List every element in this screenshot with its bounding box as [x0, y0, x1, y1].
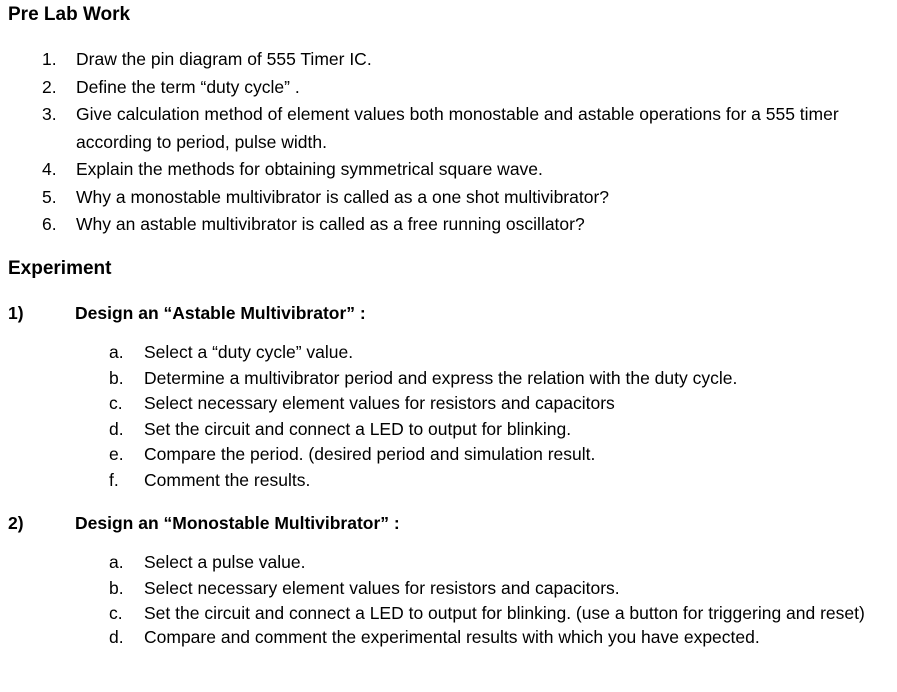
experiment-item-number: 1)	[8, 303, 24, 323]
experiment-item-astable	[0, 300, 897, 490]
step-letter: d.	[109, 627, 124, 647]
step-text: Compare the period. (desired period and simulation result.	[144, 444, 596, 464]
step-text: Select a pulse value.	[144, 552, 306, 572]
prelab-item-number: 5.	[42, 186, 57, 207]
prelab-item	[0, 46, 897, 74]
step-text: Select necessary element values for resistors and capacitors.	[144, 577, 620, 598]
prelab-item	[0, 211, 897, 239]
experiment-step	[0, 468, 897, 494]
step-letter: f.	[109, 469, 119, 490]
prelab-item-number: 2.	[42, 76, 57, 97]
prelab-item-text: Draw the pin diagram of 555 Timer IC.	[76, 49, 372, 69]
prelab-item	[0, 156, 897, 184]
experiment-step	[0, 340, 897, 366]
step-text: Select necessary element values for resistors and capacitors	[144, 393, 615, 413]
step-text: Set the circuit and connect a LED to output for blinking. (use a button for triggering and reset)	[144, 603, 865, 623]
prelab-item-number: 6.	[42, 214, 57, 234]
step-letter: b.	[109, 367, 124, 388]
experiment-heading: Experiment	[8, 258, 112, 279]
step-text: Set the circuit and connect a LED to output for blinking.	[144, 418, 572, 439]
prelab-item-number: 4.	[42, 159, 57, 179]
experiment-item-header	[0, 510, 897, 536]
experiment-step	[0, 550, 897, 576]
experiment-step	[0, 442, 897, 468]
prelab-heading: Pre Lab Work	[8, 4, 131, 25]
step-letter: d.	[109, 418, 124, 439]
step-letter: c.	[109, 603, 123, 623]
prelab-list	[0, 46, 897, 239]
prelab-item-text: Why a monostable multivibrator is called as a one shot multivibrator?	[76, 186, 610, 207]
experiment-step	[0, 576, 897, 602]
experiment-item-title: Design an “Astable Multivibrator” :	[75, 303, 366, 323]
experiment-step	[0, 625, 897, 651]
step-letter: a.	[109, 342, 124, 362]
step-text: Comment the results.	[144, 469, 311, 490]
prelab-item-text: Define the term “duty cycle” .	[76, 76, 300, 97]
experiment-step	[0, 366, 897, 392]
prelab-item-number: 3.	[42, 104, 57, 124]
experiment-item-number: 2)	[8, 513, 24, 533]
prelab-item	[0, 184, 897, 212]
prelab-item	[0, 74, 897, 102]
experiment-item-header	[0, 300, 897, 326]
prelab-item-number: 1.	[42, 49, 57, 69]
prelab-item-text: Explain the methods for obtaining symmetrical square wave.	[76, 159, 543, 179]
experiment-step	[0, 391, 897, 417]
experiment-steps-list	[0, 550, 897, 651]
prelab-item	[0, 101, 897, 156]
step-letter: b.	[109, 577, 124, 598]
step-text: Determine a multivibrator period and express the relation with the duty cycle.	[144, 367, 738, 388]
step-letter: c.	[109, 393, 123, 413]
step-letter: a.	[109, 552, 124, 572]
step-letter: e.	[109, 444, 124, 464]
experiment-item-title: Design an “Monostable Multivibrator” :	[75, 513, 400, 533]
prelab-item-text: Why an astable multivibrator is called as a free running oscillator?	[76, 214, 585, 234]
experiment-step	[0, 417, 897, 443]
experiment-item-monostable	[0, 510, 897, 647]
step-text: Compare and comment the experimental results with which you have expected.	[144, 627, 760, 647]
experiment-step	[0, 601, 897, 625]
prelab-item-text: Give calculation method of element values both monostable and astable operations for a 555 timer according to period, pulse width.	[76, 104, 839, 152]
experiment-steps-list	[0, 340, 897, 493]
step-text: Select a “duty cycle” value.	[144, 342, 354, 362]
